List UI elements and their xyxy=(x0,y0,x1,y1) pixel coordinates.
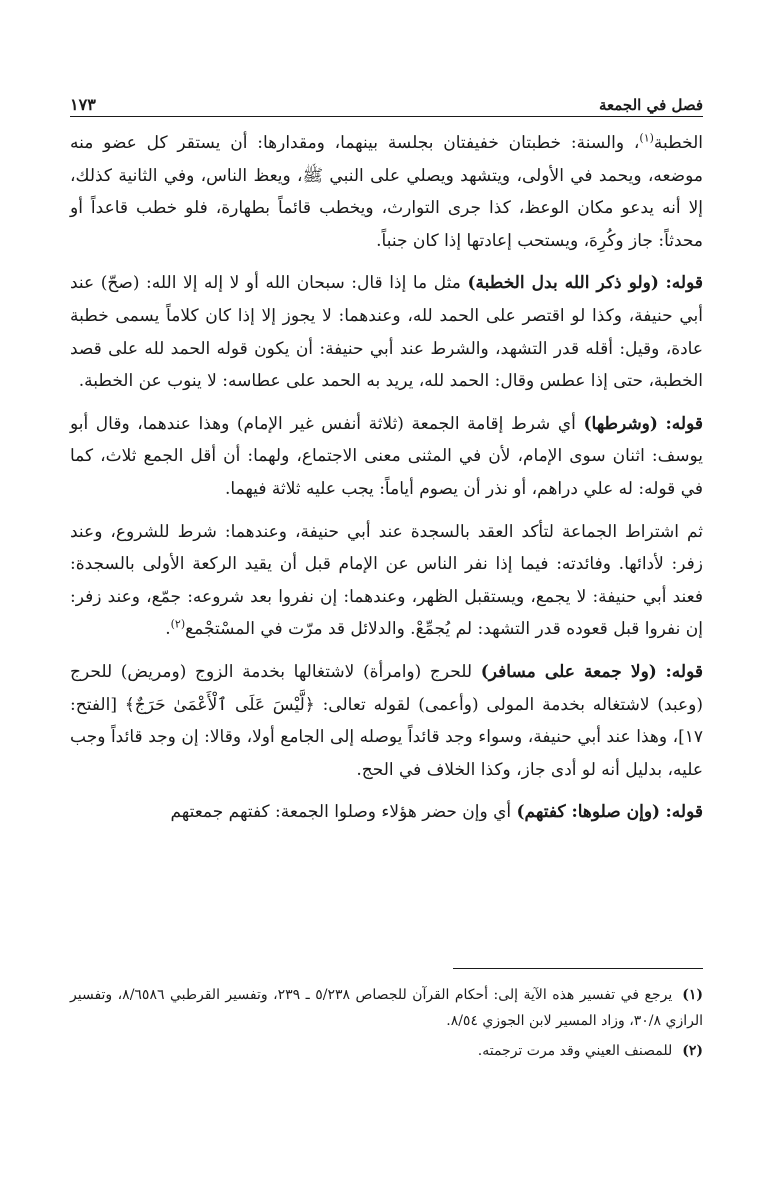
footnotes xyxy=(70,982,703,1068)
footnote-1 xyxy=(70,982,703,1034)
paragraph-dhikr xyxy=(70,267,703,397)
text-run: . xyxy=(165,619,171,640)
paragraph-conditions xyxy=(70,408,703,506)
commentary-text: أي شرط إقامة الجمعة (ثلاثة أنفس غير الإمام) وهذا عندهما، وقال أبو يوسف: اثنان سوى الإمام، لأن في المثنى معنى الاجتماع، ولهما: أن أقل الجمع ثلاث، كما في قوله: له علي دراهم، أو نذر أن يصوم أياماً: يجب عليه ثلاثة فيهما. xyxy=(70,413,703,499)
footnote-number: (١) xyxy=(682,987,703,1003)
paragraph-sermon xyxy=(70,127,703,257)
page xyxy=(70,88,703,839)
lead-word: قوله: xyxy=(665,661,703,682)
quoted-matn: (وإن صلوها: كفتهم) xyxy=(516,802,661,823)
quoted-matn: (ولو ذكر الله بدل الخطبة) xyxy=(467,273,659,294)
footnote-divider xyxy=(453,968,703,969)
footnote-ref-1[interactable]: (١) xyxy=(639,131,654,145)
paragraph-congregation xyxy=(70,516,703,646)
lead-word: قوله: xyxy=(665,802,703,823)
text-run: ، والسنة: خطبتان خفيفتان بجلسة بينهما، ومقدارها: أن يستقر كل عضو منه موضعه، ويحمد في الأولى، ويتشهد ويصلي على النبي ﷺ، ويعظ الناس، وفي الثانية كذلك، إلا أنه يدعو مكان الوعظ، كذا جرى التوارث، ويخطب قائماً بطهارة، فلو خطب قاعداً أو محدثاً: جاز وكُرِهَ، ويستحب إعادتها إذا كان جنباً. xyxy=(70,133,703,251)
lead-word: قوله: xyxy=(665,413,703,434)
commentary-text: للحرج (وامرأة) لاشتغالها بخدمة الزوج (ومريض) للحرج (وعبد) لاشتغاله بخدمة المولى (وأعمى) لقوله تعالى: ﴿لَّيْسَ عَلَى ٱلْأَعْمَىٰ حَرَجٌ﴾ [الفتح: ١٧]، وهذا عند أبي حنيفة، وسواء وجد قائداً يوصله إلى الجامع أولا، وقالا: إن وجد قائداً وجب عليه، بدليل أنه لو أدى جاز، وكذا الخلاف في الحج. xyxy=(70,661,704,780)
footnote-text: يرجع في تفسير هذه الآية إلى: أحكام القرآن للجصاص ٥/٢٣٨ ـ ٢٣٩، وتفسير القرطبي ٨/٦٥٨٦، وتفسير الرازي ٣٠/٨، وزاد المسير لابن الجوزي ٨/٥٤. xyxy=(70,987,703,1029)
text-run: ثم اشتراط الجماعة لتأكد العقد بالسجدة عند أبي حنيفة، وعندهما: شرط للشروع، وعند زفر: لأدائها. وفائدته: فيما إذا نفر الناس عن الإمام قبل أن يقيد الركعة الأولى بالسجدة: فعند أبي حنيفة: لا يجمع، ويستقبل الظهر، وعندهما: إن نفروا بعد شروعه: جمّع، وعند زفر: إن نفروا قبل قعوده قدر التشهد: لم يُجمِّعْ. والدلائل قد مرّت في المسْتجْمع xyxy=(70,521,703,640)
quoted-matn: (ولا جمعة على مسافر) xyxy=(480,661,657,682)
quoted-matn: (وشرطها) xyxy=(583,413,658,434)
footnote-number: (٢) xyxy=(682,1043,703,1059)
page-number: ١٧٣ xyxy=(70,95,96,114)
main-text xyxy=(70,127,703,829)
commentary-text: مثل ما إذا قال: سبحان الله أو لا إله إلا الله: (صحّ) عند أبي حنيفة، وكذا لو اقتصر على الحمد لله، وعندهما: لا يجوز إلا إذا كان كلاماً يسمى خطبة عادة، وقيل: أقله قدر التشهد، والشرط عند أبي حنيفة: أن يكون قوله الحمد لله على قصد الخطبة، حتى إذا عطس وقال: الحمد لله، يريد به الحمد على عطاسه: لا ينوب عن الخطبة. xyxy=(70,273,703,392)
footnote-ref-2[interactable]: (٢) xyxy=(170,617,186,631)
running-header xyxy=(70,88,703,117)
text-run: الخطبة xyxy=(653,133,703,153)
paragraph-exemptions xyxy=(70,656,703,786)
commentary-text: أي وإن حضر هؤلاء وصلوا الجمعة: كفتهم جمعتهم xyxy=(170,802,512,823)
chapter-title: فصل في الجمعة xyxy=(598,96,703,114)
lead-word: قوله: xyxy=(665,273,703,294)
footnote-2 xyxy=(70,1038,703,1064)
paragraph-sufficiency xyxy=(70,796,703,829)
footnote-text: للمصنف العيني وقد مرت ترجمته. xyxy=(477,1043,673,1059)
